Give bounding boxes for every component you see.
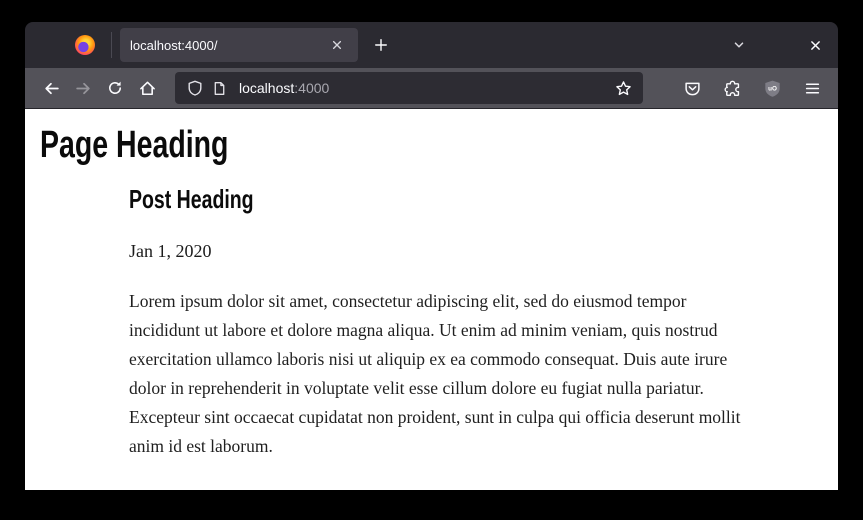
page-heading: Page Heading <box>40 124 229 166</box>
tab-separator <box>111 32 112 58</box>
forward-icon[interactable] <box>67 73 99 103</box>
tab-localhost[interactable] <box>120 28 358 62</box>
extensions-puzzle-icon[interactable] <box>716 73 748 103</box>
post-date: Jan 1, 2020 <box>129 240 212 261</box>
page-info-icon[interactable] <box>207 76 231 100</box>
bookmark-star-icon[interactable] <box>611 76 635 100</box>
ublock-badge-text: uO <box>767 84 777 92</box>
url-text[interactable] <box>239 80 329 96</box>
ublock-origin-icon[interactable] <box>756 73 788 103</box>
post-body: Lorem ipsum dolor sit amet, consectetur adipiscing elit, sed do eiusmod tempor incididunt ut labore et dolore magna aliqua. Ut enim ad minim veniam, quis nostrud exercitation ullamco laboris nisi ut aliquip ex ea commodo consequat. Duis aute irure dolor in reprehenderit in voluptate velit esse cillum dolore eu fugiat nulla pariatur. Excepteur sint occaecat cupidatat non proident, sunt in culpa qui officia deserunt mollit anim id est laborum. <box>129 290 741 456</box>
url-host: localhost <box>239 80 295 96</box>
reload-icon[interactable] <box>99 73 131 103</box>
tracking-protection-shield-icon[interactable] <box>183 76 207 100</box>
home-icon[interactable] <box>131 73 163 103</box>
new-tab-button[interactable] <box>368 32 394 58</box>
firefox-logo-icon[interactable] <box>75 35 95 55</box>
navigation-toolbar <box>25 68 838 109</box>
list-all-tabs-chevron-icon[interactable] <box>726 32 752 58</box>
window-close-icon[interactable] <box>802 32 828 58</box>
tab-title: localhost:4000/ <box>130 37 218 53</box>
tab-bar <box>25 22 838 68</box>
back-icon[interactable] <box>35 73 67 103</box>
toolbar-right-controls <box>676 73 828 103</box>
menu-hamburger-icon[interactable] <box>796 73 828 103</box>
url-port: :4000 <box>294 80 330 96</box>
post-title: Post Heading <box>129 183 254 214</box>
pocket-icon[interactable] <box>676 73 708 103</box>
url-bar[interactable] <box>175 72 643 104</box>
page-content <box>25 109 838 490</box>
tab-close-icon[interactable] <box>324 32 350 58</box>
browser-window <box>25 22 838 490</box>
tabbar-right-controls <box>726 32 838 58</box>
post <box>129 184 823 461</box>
